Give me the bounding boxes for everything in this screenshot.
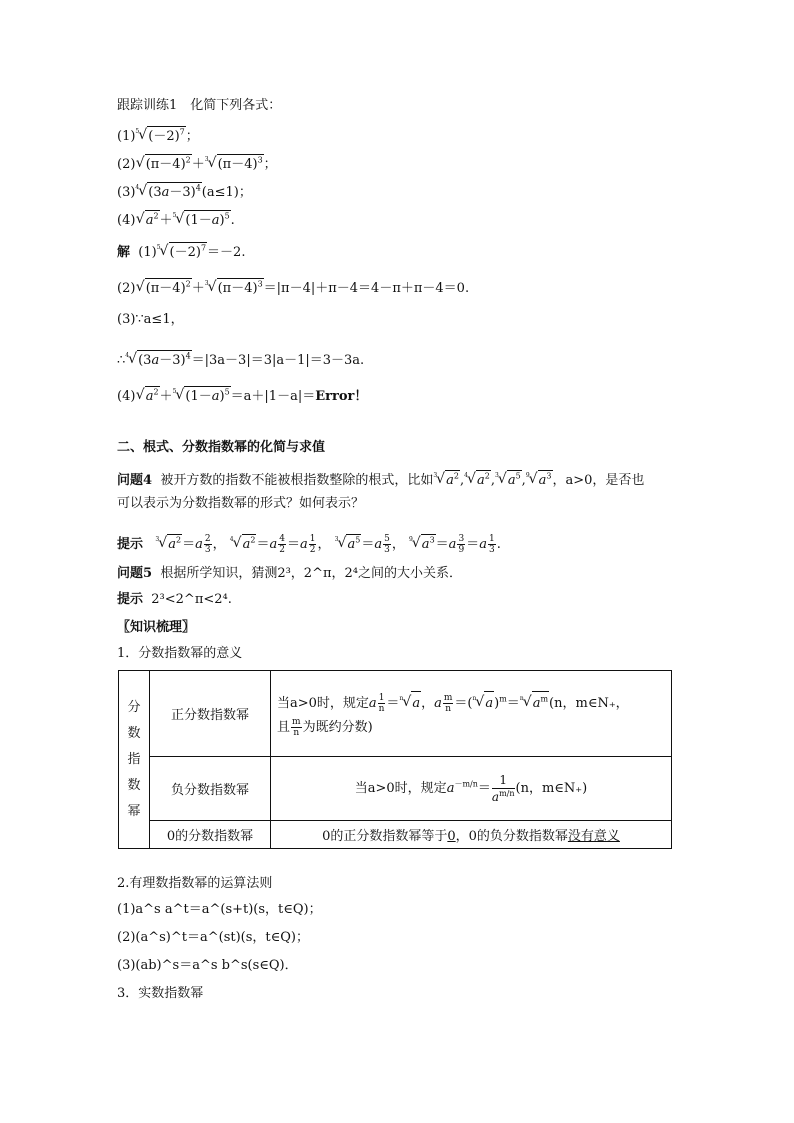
table-vertical-label: 分 数 指 数 幂 [119, 671, 150, 849]
solution-3a: (3)∵a≤1， [117, 312, 184, 327]
exercise-item-2: (2) √ $(\pi-4)^2+^3√$ $(\pi-4)^3$； [117, 150, 277, 175]
table-row2-content: 当a>0时，规定$a^{-m/n}=$ $\frac{1}{a^{m/n}}$ (n，m∈N₊) [271, 757, 672, 821]
table-row3-label: 0的分数指数幂 [150, 821, 271, 849]
exercise-item-1: $(1)^5√$ $(-2)^7$； [117, 122, 199, 147]
question-4: 问题4 被开方数的指数不能被根指数整除的根式，比如$^3$√ $a^2,^4√$ $a^2,^3√$ $a^5,^9√$ $a^3$，a>0，是否也 [117, 466, 644, 491]
rule-3: (3)(ab)^s＝a^s b^s(s∈Q)． [117, 958, 298, 973]
solution-3b: ∴$^4$√ $(3a-3)^4=|3a-3|=3|a-1|=3-3a$. [117, 346, 364, 371]
section-heading: 二、根式、分数指数幂的化简与求值 [117, 440, 326, 455]
table-row1-content: 当a>0时，规定a $\frac{1}{n}$ ＝$^n$√ a，a $\frac{m}{n}$ ＝($^n$√ a)$^m$＝$^n$√ $a^m(n$，m∈N₊， 且 $\frac{m}{n}$ 为既约分数) [271, 671, 672, 757]
knowledge-label: 〖知识梳理〗 [117, 620, 196, 635]
knowledge-item-3: 3．实数指数幂 [117, 986, 204, 1001]
table-row1-label: 正分数指数幂 [150, 671, 271, 757]
question-4-line2: 可以表示为分数指数幂的形式？如何表示？ [117, 496, 365, 511]
exercise-title: 跟踪训练1 化简下列各式： [117, 98, 282, 113]
fractional-exponent-table [118, 670, 672, 849]
table-row3-content: 0的正分数指数幂等于0，0的负分数指数幂没有意义 [271, 821, 672, 849]
exercise-item-3: $(3)^4√$ $(3a-3)^4(a\le 1)$； [117, 178, 252, 203]
rule-2: (2)(a^s)^t＝a^(st)(s，t∈Q)； [117, 930, 309, 945]
table-row2-label: 负分数指数幂 [150, 757, 271, 821]
solution-2: (2) √ $(\pi-4)^2+^3√$ $(\pi-4)^3=|\pi-4|+\pi-4=4-\pi+\pi-4=0$. [117, 274, 469, 299]
knowledge-item-2: 2.有理数指数幂的运算法则 [117, 876, 273, 891]
hint-2: 提示 2³<2^π<2⁴. [117, 592, 232, 607]
solution-1: 解 $(1)^5√$ $(-2)^7=-2$. [117, 238, 245, 263]
hint-1: 提示 $^3$√ $a^2=a$ $\frac{2}{3}$ ， $^4$√ $a^2=a$ $\frac{4}{2}$ ＝a $\frac{1}{2}$ ， $^3$√ $a^5=a$ $\frac{5}{3}$ ， $^9$√ $a^3=a$ $\frac{3}{9}$ ＝a $\frac{1}{3}$ . [117, 530, 501, 555]
exercise-item-4: (4) √ $a^2+^5√$ $(1-a)^5$. [117, 206, 235, 231]
knowledge-item-1: 1．分数指数幂的意义 [117, 646, 243, 661]
solution-4: (4) √ $a^2+^5√$ $(1-a)^5=a+|1-a|=Error$！ [117, 382, 367, 407]
rule-1: (1)a^s a^t＝a^(s+t)(s，t∈Q)； [117, 902, 322, 917]
question-5: 问题5 根据所学知识，猜测2³，2^π，2⁴之间的大小关系． [117, 566, 462, 581]
